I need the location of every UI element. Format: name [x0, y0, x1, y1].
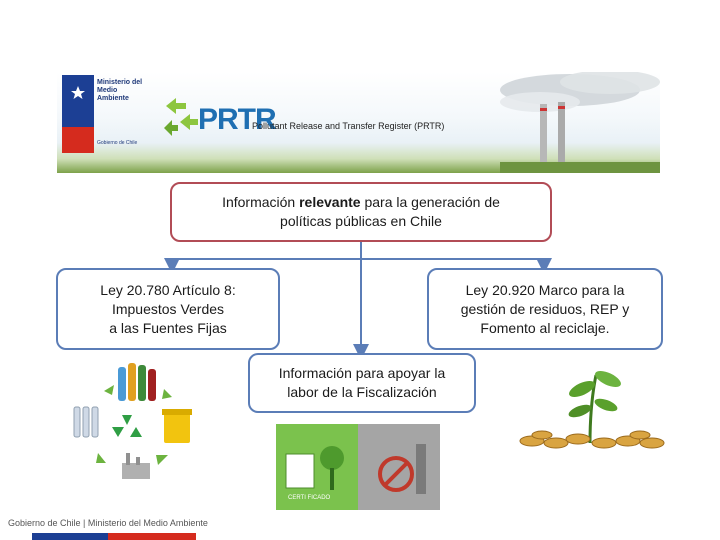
inspection-info-box: [248, 353, 476, 413]
bottles-icon: [118, 363, 156, 401]
footer-text: Gobierno de Chile | Ministerio del Medio Ambiente: [8, 518, 208, 528]
recycle-symbol-icon: [112, 415, 142, 437]
left-box-line1: Ley 20.780 Artículo 8:: [100, 281, 236, 298]
left-box-line3: a las Fuentes Fijas: [109, 319, 227, 336]
left-box-line2: Impuestos Verdes: [111, 300, 225, 317]
right-box-line3: Fomento al reciclaje.: [480, 319, 610, 336]
prtr-tagline: Pollutant Release and Transfer Register (PRTR): [252, 121, 445, 131]
ministry-line3: Ambiente: [97, 95, 129, 102]
right-box-line2: gestión de residuos, REP y: [460, 300, 630, 317]
recycling-illustration: [60, 355, 210, 495]
top-box-bold: relevante: [299, 194, 361, 210]
right-box-line1: Ley 20.920 Marco para la: [465, 281, 625, 298]
green-tax-law-box: [56, 268, 280, 350]
footer-red-bar: [108, 533, 196, 540]
factory-icon: [122, 453, 150, 479]
ministry-line2: Medio: [97, 87, 118, 94]
top-box-post: para la generación de: [360, 194, 500, 210]
relevant-info-box: [170, 182, 552, 242]
footer-blue-bar: [32, 533, 108, 540]
certification-illustration: [276, 424, 440, 510]
gobierno-label: Gobierno de Chile: [97, 140, 138, 146]
ministry-line1: Ministerio del: [97, 79, 143, 86]
coins-icon: [520, 431, 664, 448]
yellow-bin-icon: [162, 409, 192, 443]
mid-box-line2: labor de la Fiscalización: [287, 384, 437, 400]
top-box-pre: Información: [222, 194, 300, 210]
water-bottles-icon: [74, 407, 98, 437]
plant-coins-illustration: [512, 355, 672, 455]
waste-law-box: [427, 268, 663, 350]
mid-box-line1: Información para apoyar la: [278, 365, 446, 381]
top-box-line2: políticas públicas en Chile: [280, 213, 442, 229]
cert-label: CERTI FICADO: [288, 495, 331, 501]
prtr-wordmark: PRTR: [198, 103, 276, 136]
